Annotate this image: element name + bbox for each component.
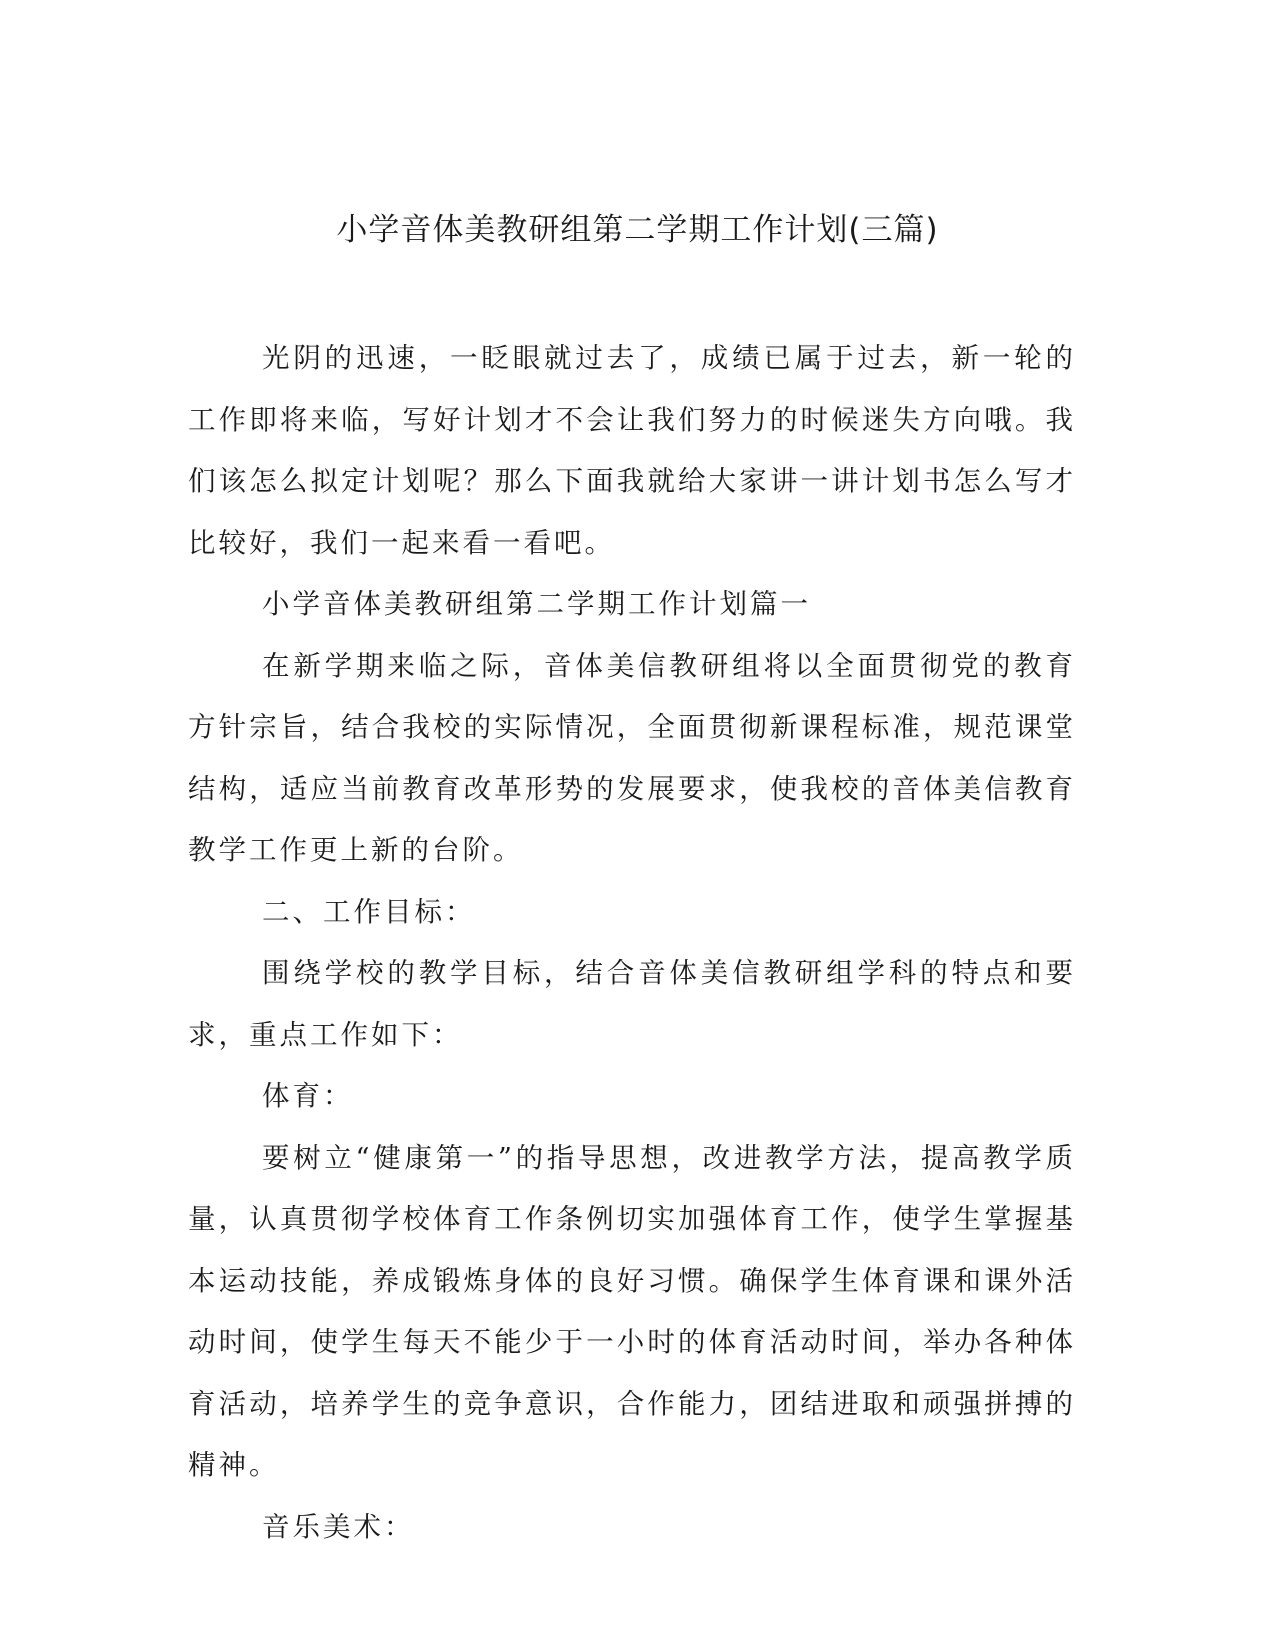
paragraph-goals-heading: 二、工作目标：: [262, 895, 476, 928]
paragraph-goals: 围绕学校的教学目标，结合音体美信教研组学科的特点和要求，重点工作如下：: [188, 957, 1076, 1051]
paragraph-section-heading: 小学音体美教研组第二学期工作计划篇一: [262, 588, 811, 620]
paragraph-preface: 在新学期来临之际，音体美信教研组将以全面贯彻党的教育方针宗旨，结合我校的实际情况，全面贯彻新课程标准，规范课堂结构，适应当前教育改革形势的发展要求，使我校的音体美信教育教学工作更上新的台阶。: [188, 649, 1076, 866]
paragraph-intro: 光阴的迅速，一眨眼就过去了，成绩已属于过去，新一轮的工作即将来临，写好计划才不会让我们努力的时候迷失方向哦。我们该怎么拟定计划呢？那么下面我就给大家讲一讲计划书怎么写才比较好，我们一起来看一看吧。: [188, 342, 1076, 559]
paragraph-pe: 要树立“健康第一”的指导思想，改进教学方法，提高教学质量，认真贯彻学校体育工作条例切实加强体育工作，使学生掌握基本运动技能，养成锻炼身体的良好习惯。确保学生体育课和课外活动时间，使学生每天不能少于一小时的体育活动时间，举办各种体育活动，培养学生的竞争意识，合作能力，团结进取和顽强拼搏的精神。: [188, 1141, 1076, 1481]
document-title: 小学音体美教研组第二学期工作计划(三篇): [336, 212, 939, 248]
paragraph-pe-heading: 体育：: [262, 1080, 354, 1112]
document-body: [188, 328, 1076, 1558]
paragraph-music-art-heading: 音乐美术：: [262, 1510, 415, 1543]
